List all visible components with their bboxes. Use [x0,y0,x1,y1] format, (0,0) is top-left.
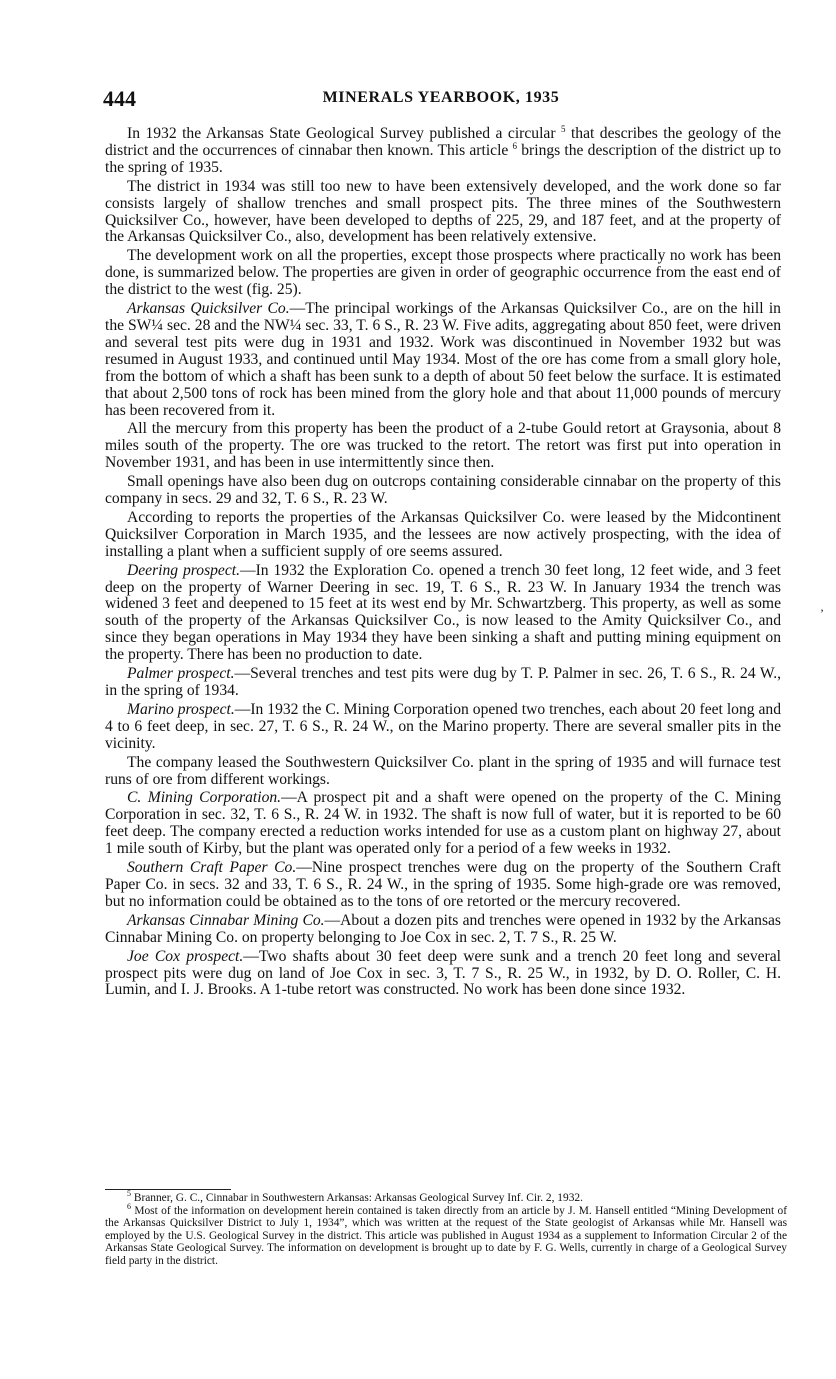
paragraph-lead: Marino prospect. [127,700,235,718]
paragraph [105,949,781,1000]
footnote-ref-5[interactable]: 5 [560,123,566,134]
paragraph-text: —A prospect pit and a shaft were opened on the property of the C. Mining Corporation in sec. 32, T. 6 S., R. 24 W. in 1932. The shaft is now full of water, but it is reported to be 60 feet deep. The company erected a reduction works intended for use as a custom plant on highway 27, about 1 mile south of Kirby, but the plant was operated only for a period of a few weeks in 1932. [105,789,781,858]
intro-paragraph [105,123,781,177]
paragraph-lead: C. Mining Corporation. [127,789,282,807]
footnote [105,1201,787,1268]
paragraph-lead: Southern Craft Paper Co. [127,859,297,877]
paragraph [105,301,781,419]
footnotes [105,1189,787,1268]
footnote-text: Branner, G. C., Cinnabar in Southwestern Arkansas: Arkansas Geological Survey Inf. Cir. 2, 1932. [131,1192,583,1204]
intro-text-1: In 1932 the Arkansas State Geological Survey published a circular [127,125,556,142]
paragraph [105,755,781,789]
body-text [105,123,782,999]
paragraph [105,790,781,858]
paragraph-text: —Nine prospect trenches were dug on the property of the Southern Craft Paper Co. in secs. 32 and 33, T. 6 S., R. 24 W., in the spring of 1935. Some high-grade ore was removed, but no information could be obtained as to the tons of ore retorted or the mercury recovered. [105,859,781,910]
paragraph-lead: Deering prospect. [127,561,241,579]
footnote-mark: 6 [127,1201,131,1211]
margin-mark: ’ [820,606,824,620]
page-number: 444 [103,86,136,111]
footnote-divider [105,1189,231,1190]
paragraph [105,563,781,664]
footnote-ref-6[interactable]: 6 [512,140,518,151]
footnote-text: Most of the information on development herein contained is taken directly from an article by J. M. Hansell entitled “Mining Development of the Arkansas Quicksilver District to July 1, 1934”, which was written at the request of the State geologist of Arkansas while Mr. Hansell was employed by the U.S. Geological Survey in the district. This article was published in August 1934 as a supplement to Information Circular 2 of the Arkansas State Geological Survey. The information on development is brought up to date by F. G. Wells, currently in charge of a Geological Survey field party in the district. [105,1204,787,1267]
intro-text-3: brings the description of the district up to the spring of 1935. [105,141,781,176]
footnote [105,1189,787,1205]
paragraph-text: —About a dozen pits and trenches were opened in 1932 by the Arkansas Cinnabar Mining Co. on property belonging to Joe Cox in sec. 2, T. 7 S., R. 25 W. [105,911,781,946]
paragraph-text: The district in 1934 was still too new to have been extensively developed, and the work done so far consists largely of shallow trenches and small prospect pits. The three mines of the Southwestern Quicksilver Co., however, have been developed to depths of 225, 29, and 187 feet, and at the property of the Arkansas Quicksilver Co., also, development has been relatively extensive. [105,177,781,246]
paragraph-lead: Arkansas Quicksilver Co. [127,300,290,318]
paragraph [105,179,781,247]
footnote-mark: 5 [127,1189,131,1199]
paragraph [105,702,781,753]
paragraph-text: According to reports the properties of the Arkansas Quicksilver Co. were leased by the Midcontinent Quicksilver Corporation in March 1935, and the lessees are now actively prospecting, with the idea of installing a plant when a sufficient supply of ore seems assured. [105,508,781,560]
paragraph-text: All the mercury from this property has been the product of a 2-tube Gould retort at Graysonia, about 8 miles south of the property. The ore was trucked to the retort. The retort was first put into operation in November 1931, and has been in use intermittently since then. [105,420,781,472]
paragraph [105,666,781,700]
paragraph-lead: Joe Cox prospect. [127,947,244,965]
paragraph [105,474,781,508]
paragraph-text: —Several trenches and test pits were dug by T. P. Palmer in sec. 26, T. 6 S., R. 24 W., in the spring of 1934. [105,665,781,699]
paragraph-text: —Two shafts about 30 feet deep were sunk and a trench 20 feet long and several prospect pits were dug on land of Joe Cox in sec. 3, T. 7 S., R. 25 W., in 1932, by D. O. Roller, C. H. Lumin, and I. J. Brooks. A 1-tube retort was constructed. No work has been done since 1932. [105,947,782,999]
paragraph [105,913,781,947]
paragraph-text: —In 1932 the C. Mining Corporation opened two trenches, each about 20 feet long and 4 to 6 feet deep, in sec. 27, T. 6 S., R. 24 W., on the Marino property. There are several smaller pits in the vicinity. [105,700,781,752]
paragraph [105,510,781,561]
paragraph-text: —The principal workings of the Arkansas Quicksilver Co., are on the hill in the SW¼ sec. 28 and the NW¼ sec. 33, T. 6 S., R. 23 W. Five adits, aggregating about 850 feet, were driven and several test pits were dug in 1931 and 1932. Work was discontinued in November 1932 but was resumed in August 1933, and continued until May 1934. Most of the ore has come from a small glory hole, from the bottom of which a shaft has been sunk to a depth of about 50 feet below the surface. It is estimated that about 2,500 tons of rock has been mined from the glory hole and that about 11,000 pounds of mercury has been recovered from it. [105,300,781,419]
paragraph [105,860,781,911]
intro-text-2: that describes the geology of the district and the occurrences of cinnabar then known. This article [105,125,781,159]
paragraph-lead: Palmer prospect. [127,665,235,683]
paragraph-text: The development work on all the properties, except those prospects where practically no work has been done, is summarized below. The properties are given in order of geographic occurrence from the east end of the district to the west (fig. 25). [105,247,781,299]
page-header [103,86,779,112]
paragraph-text: Small openings have also been dug on outcrops containing considerable cinnabar on the property of this company in secs. 29 and 32, T. 6 S., R. 23 W. [105,473,781,508]
paragraph-text: —In 1932 the Exploration Co. opened a trench 30 feet long, 12 feet wide, and 3 feet deep on the property of Warner Deering in sec. 19, T. 6 S., R. 23 W. In January 1934 the trench was widened 3 feet and deepened to 15 feet at its west end by Mr. Schwartzberg. This property, as well as some south of the property of the Arkansas Quicksilver Co., is now leased to the Amity Quicksilver Co., and since they began operations in May 1934 they have been sinking a shaft and putting mining equipment on the property. There has been no production to date. [105,561,781,664]
paragraph [105,248,781,299]
running-head: MINERALS YEARBOOK, 1935 [322,89,560,106]
paragraph-text: The company leased the Southwestern Quicksilver Co. plant in the spring of 1935 and will furnace test runs of ore from different workings. [105,753,781,788]
paragraph-lead: Arkansas Cinnabar Mining Co. [127,911,325,929]
paragraph [105,421,781,472]
